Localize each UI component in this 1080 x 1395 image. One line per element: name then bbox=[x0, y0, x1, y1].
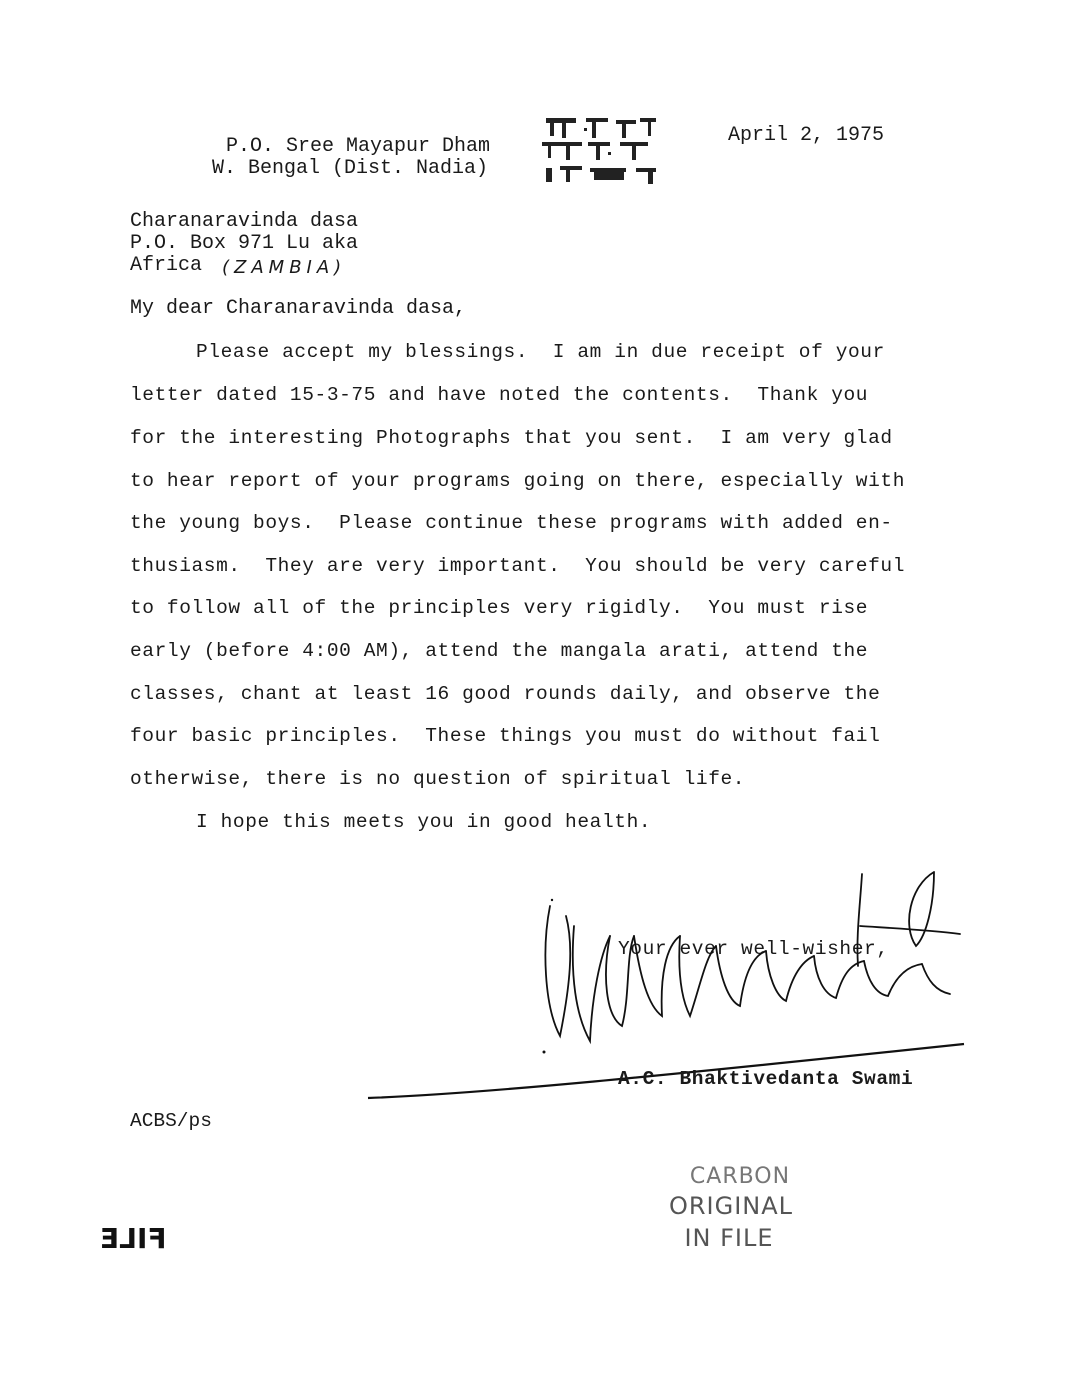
body-line: four basic principles. These things you must do without fail bbox=[130, 725, 881, 747]
body-line: for the interesting Photographs that you sent. I am very glad bbox=[130, 427, 893, 449]
body-line: thusiasm. They are very important. You should be very careful bbox=[130, 555, 906, 577]
carbon-stamp-line1: CARBON bbox=[689, 1164, 791, 1189]
sender-address-line1: P.O. Sree Mayapur Dham bbox=[226, 135, 491, 158]
recipient-country-handwritten: (ZAMBIA) bbox=[222, 257, 347, 278]
recipient-name: Charanaravinda dasa bbox=[130, 210, 359, 233]
letter-date: April 2, 1975 bbox=[728, 124, 885, 147]
complimentary-close: Your ever well-wisher, bbox=[618, 938, 889, 960]
body-line: the young boys. Please continue these programs with added en- bbox=[130, 512, 893, 534]
letterhead-seal-icon bbox=[536, 112, 662, 188]
body-line: otherwise, there is no question of spiritual life. bbox=[130, 768, 746, 790]
salutation: My dear Charanaravinda dasa, bbox=[130, 297, 467, 320]
body-line: to follow all of the principles very rigidly. You must rise bbox=[130, 597, 869, 619]
body-line: classes, chant at least 16 good rounds daily, and observe the bbox=[130, 683, 881, 705]
signatory-name: A.C. Bhaktivedanta Swami bbox=[618, 1068, 914, 1090]
closing-line: I hope this meets you in good health. bbox=[196, 811, 652, 833]
body-line: letter dated 15-3-75 and have noted the contents. Thank you bbox=[130, 384, 869, 406]
body-line: Please accept my blessings. I am in due receipt of your bbox=[196, 341, 885, 363]
recipient-box: P.O. Box 971 Lu aka bbox=[130, 232, 359, 255]
body-line: early (before 4:00 AM), attend the mangala arati, attend the bbox=[130, 640, 869, 662]
carbon-stamp-line2: ORIGINAL bbox=[668, 1192, 794, 1220]
file-mark: FILE bbox=[100, 1222, 167, 1255]
sender-address-line2: W. Bengal (Dist. Nadia) bbox=[212, 157, 489, 180]
recipient-country: Africa bbox=[130, 254, 203, 277]
carbon-stamp-line3: IN FILE bbox=[684, 1224, 774, 1252]
body-line: to hear report of your programs going on there, especially with bbox=[130, 470, 906, 492]
reference-initials: ACBS/ps bbox=[130, 1110, 212, 1132]
